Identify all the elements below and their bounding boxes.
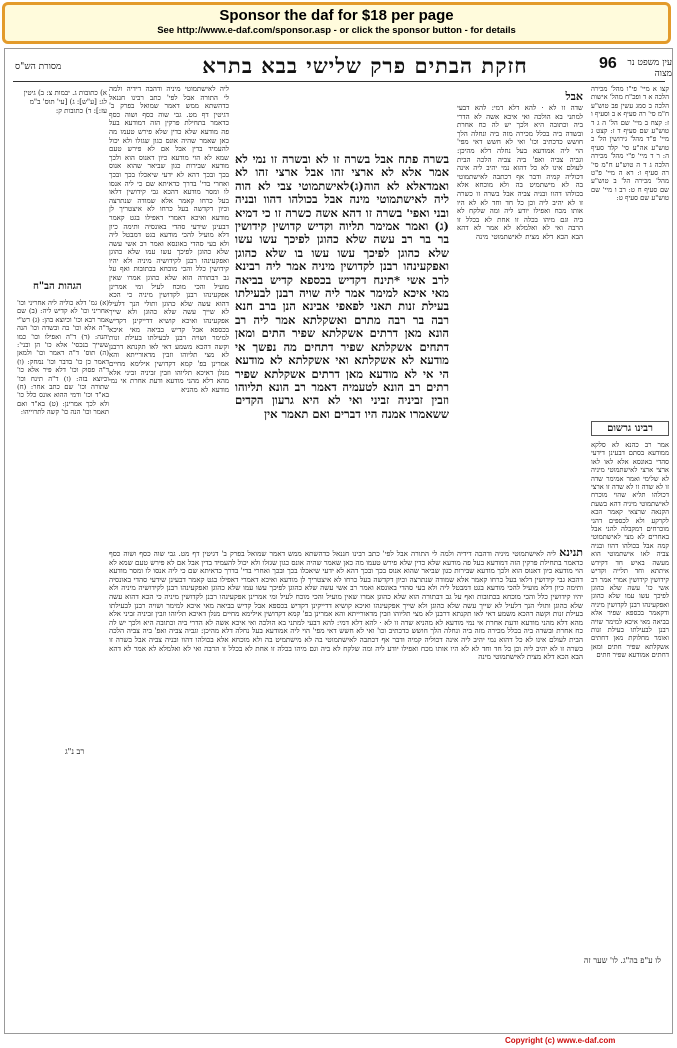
masoret-label: מסורת הש"ס bbox=[15, 62, 62, 72]
tosafot-upper bbox=[109, 85, 229, 545]
rashi-text: שדה זו לא · להא דלא דמי: להא דבעי למתני בא הולכה ואי איכא אשה לא הדרי ביה וכתובה היא ולכך יש לה כח אחרת ובשדה ביה בכלל מכירה מזה ביה ונחלה הלך חושש כדכתיב וכו' ואי לא חשש דאי מפי' הוי ליה אמודעא בעל נחלה דלא מהיכן: וגביה צביה ואפ' ביה צביה הלכה הבית לעולם אינו לא כל דהוא נמי יהיב ליה אינה דכוליה קמיה ודבר אף דכתבה לאישתמוטי בה לא מישתמיט בה ולא מוכחא אלא בכולהו דהוו ובניה צביה אבל בשרה זו כשרה זו לא יהיב ליה וכן כל חד וחד לא לא היו אותו מכח ואפילו יודע ליה ומה שלקח לא ביה וגם מיהו בכלה זו אחת לא בכלל זו הרבה ואי לא ואלמלא לא אמר לא דהא הבא הכא דלא מצית לאישתמוטי מינה bbox=[457, 104, 583, 241]
page-title: חזקת הבתים פרק שלישי בבא בתרא bbox=[202, 53, 528, 78]
rashi-dibur: אבל bbox=[565, 90, 583, 103]
page-number: 96 bbox=[599, 55, 617, 72]
ein-mishpat-label: עין משפט נר מצוה bbox=[627, 58, 672, 79]
rabbeinu-heading: רבינו גרשום bbox=[591, 421, 669, 436]
tosafot-lower-text: ליה לאישתמוטי מיניה ודהבה דידיה ולמה לי התורה אבל לפי' כתב רבינו חננאל כדהשתא ממש דאמר שמואל בפרק ב' דגיטין דף מט. גבי שוה כסף ושוה כסף כדאמר בתחילת פרקין הזה דמודעא בעל פה מודעא שלא כדין שלא פירש טעמו מה כאן שאמר שהיה אונס כגון שגזלו ולא יכול להעמיד בדין אבל אם לא פירש טעם שמא לא הוי מודעא כיון דאנוס הוא ולכך מודעא שבירות כגון שביאר שהוא אנוס בכך ובכך דהא לא ידעי שיאכלו בכך ובכך ואחרי בדי' בדרך כדאיתא שם כי ליה אנסו לו ומסר מודעא דהכא גבי קידושין דלאו בעל כרחו קאמר אלא שמודה שנתרצה וכיון דקדשה בעל כרחו לא איצטריך לן מודעא ואיכא דאמרי דאפילו בגט קאמר דבעינן שידעי סהדי באונסיה ותימה כיון דלא מועיל להכי מודעא בגט דמבטל ליה ולא בעי סהדי באונסא ואמר רב אשי עשה שלא כהוגן לפיכך עשו עמו שלא כהוגן ואפקעינהו רבנן לקידושיה מיניה ולא יהיו קידושין כלל והכי מוכחא בכתובות ואף על גב דבתורה הוא שלא כהוגן אמרו שאין מועיל והכי מוכח לעיל ומי אמרינן אפקעינהו רבנן לקדושין מיניה כי הכא דהוא עשה שלא כהוגן ותולי הנך דלעיל לא שייך עשה שלא כהוגן ולא שייך אפקעינהו ואיכא קושיא דדייקינן דקדיש בכספא אבל קדיש בביאה מאי איכא למימר ושויה רבנן לבעילתו בעילת זנות וקשה דהכא משמע דאי לאו תקנתא דרבנן לא מצי תליוהו וזבין מדאורייתא והא אמרינן בפ' קמא דקדושין אילימא מחיים מנלן דאיכא תליוהו וזבין זביניה זביני אלא מהא דלא מהני מודעא ודעת אחרת אי נמי מודעא לא מהניא bbox=[109, 549, 583, 627]
tosafot-upper-text: ליה לאישתמוטי מיניה ודהבה דידיה ולמה לי התורה אבל לפי' כתב רבינו חננאל כדהשתא ממש דאמר שמואל בפרק ב' דגיטין דף מט. גבי שוה כסף ושוה כסף כדאמר בתחילת פרקין הזה דמודעא בעל פה מודעא שלא כדין שלא פירש טעמו מה כאן שאמר שהיה אונס כגון שגזלו ולא יכול להעמיד בדין אבל אם לא פירש טעם שמא לא הוי מודעא כיון דאנוס הוא ולכך מודעא שבירות כגון שביאר שהוא אנוס בכך ובכך דהא לא ידעי שיאכלו בכך ובכך ואחרי בדי' בדרך כדאיתא שם כי ליה אנסו לו ומסר מודעא דהכא גבי קידושין דלאו בעל כרחו קאמר אלא שמודה שנתרצה וכיון דקדשה בעל כרחו לא איצטריך לן מודעא ואיכא דאמרי דאפילו בגט קאמר דבעינן שידעי סהדי באונסיה ותימה כיון דלא מועיל להכי מודעא בגט דמבטל ליה ולא בעי סהדי באונסא ואמר רב אשי עשה שלא כהוגן לפיכך עשו עמו שלא כהוגן ואפקעינהו רבנן לקידושיה מיניה ולא יהיו קידושין כלל והכי מוכחא בכתובות ואף על גב דבתורה הוא שלא כהוגן אמרו שאין מועיל והכי מוכח לעיל ומי אמרינן אפקעינהו רבנן לקדושין מיניה כי הכא דהוא עשה שלא כהוגן ותולי הנך דלעיל לא שייך עשה שלא כהוגן ולא שייך אפקעינהו ואיכא קושיא דדייקינן דקדיש בכספא אבל קדיש בביאה מאי איכא למימר ושויה רבנן לבעילתו בעילת זנות וקשה דהכא משמע דאי לאו תקנתא דרבנן לא מצי תליוהו וזבין מדאורייתא והא אמרינן בפ' קמא דקדושין אילימא מחיים מנלן דאיכא תליוהו וזבין זביניה זביני אלא מהא דלא מהני מודעא ודעת אחרת אי נמי מודעא לא מהניא bbox=[109, 85, 229, 394]
rashi-column bbox=[457, 85, 583, 545]
page-header bbox=[5, 49, 672, 83]
tosafot-dibur: תנינא bbox=[559, 549, 583, 559]
sponsor-subtitle[interactable]: See http://www.e-daf.com/sponsor.asp - or click the sponsor button - for details bbox=[157, 25, 516, 36]
header-rule bbox=[13, 81, 665, 82]
margin-mark: רב נ"ג bbox=[65, 747, 85, 756]
talmud-page bbox=[4, 48, 673, 1034]
footnote: לו ע"פ בה"ג. לו' שער זה bbox=[583, 956, 661, 965]
gemara-text: בשרה פתח אבל בשרה זו לא ובשרה זו נמי לא אמר אלא לא ארצי זהו אבל ארצי זהו לא ואמדאלא לא הוה(ג)לאישתמוטי צבי לא הוה ליה לאישתמוטי מינה אבל בכולהו דהוו ובניה ובני ואפי' בשרה זו דהא אשה כשרה זו כי דמיא (ג) ואמר אמימר תליוה וקדיש קדושין קידושין בר בר רב עשה שלא כהוגן לפיכך עשו עשו שלא כהוגן לפיכך עשו עשו בו שלא כהוגן ואפקעינהו רבנן לקדושין מיניה אמר ליה רבינא לרב אשי *תינח דקדיש בכספא קדיש בביאה מאי איכא למימר אמר ליה שויה רבנן לבעילתו בעילת זנות תאני לפאפי אבינא הנן ברב חנא רבה בר רבה מתרם ואשקלתא אמר ליה רב הונא מאן דרתים אשקלתא שפיר התים ומאן דתחים אשקלתא שפיר דתחים מה נפשך אי מודעא לא אשקלתא ואי אשקלתא לא מודעא הי אי לא מודעא מאן דרתים אשקלתא שפיר רתים רב הונא לטעמיה דאמר רב הונא תליוהו וזבין זביניה זביני ואי לא היא גרעון הקדים ששאמרו אמנה היו דברים ואם תאמר אין bbox=[235, 153, 449, 421]
rabbeinu-text: אמר רב כהנא לא סלקא ממודעא בסתם דבעינן דידעי סהדי באונסא אלא לאו לאו ארצי ארצי לאישתמוטי מיניה לא שלימי ואמר אמימר שדה זו לא שדה זו לא שדה זו ארצי דכולהו תליא שהוי מוכרח לאישתמוטי מיניה דהא בשעת הקנאה שרצאי קאמר הכא לקרקע ולא לכספים דהני מוכרחים דמקבלה להני אבל באחרים לא מצי לאישתמוטי קמה אבל בכולהו דהוו ובניה צביה לאו אישתמוטי הוא מעשה באיש חד דקידש איתתא וחד תלייה וקדיש קידושין קידושין אמרי אמר רב אשי כו' עשה שלא כהוגן לפיכך עשו עמו שלא כהוגן ואפקעינהו רבנן לקדושין מיניה ודקאמר בכספא שפיר אלא בביאה מאי איכא למימר שויה רבנן לבעילתו בעילת זנות ואומר מחלוקת מאן דחתים אשקלתא שפיר חתים ומאן דחתים אמודעא שפיר חתים bbox=[591, 441, 669, 660]
tosafot-lower bbox=[109, 549, 583, 949]
hagahot-text: (א) גמ' דלא כוליה ליה אחריני וכו' אחריני וכו' לא קדיש ליה: (ב) שם אמר רבא וכו' וכיוצא בהן: (ג) רש"י ד"ה אלא וכו' בה ובשדה וכו' הנה יהנה: (ד) ד"ה ואפילו וכו' כמו ששייך בנכסי' אלא כו' הן ובני': (ה) תוס' ד"ה דאמר וכו' ולמאן דאמר כן כו' בדבר וכו' נמחק: (ו) ד"ה פסוק וכו' דלא פיר אלא כו' וכיוצא בזה: (ז) ד"ה תינח וכו' שתורה וכו' שם כתב אחר: (ח) בא"ד וכו' ודמי ההוא אונס כלל כו' ולא לכך אמרינן: (ט) בא"ד ואם תאמר וכו' הנה כו' קשה לתרוייהו: bbox=[17, 299, 109, 417]
hagahot-heading: הגהות הב"ח bbox=[33, 281, 82, 292]
gemara-column bbox=[235, 153, 449, 533]
sponsor-banner[interactable] bbox=[2, 2, 671, 44]
masoret-notes: א) כתובות ג. יבמות צ: ב) גיטין לג: [ע"ש]: ג) [עי' תוס' ב"מ עז:]: ד) כתובות ק: bbox=[23, 89, 107, 115]
sponsor-title[interactable]: Sponsor the daf for $18 per page bbox=[219, 7, 454, 24]
ein-mishpat-notes: קצו א מיי' פי"ו מהל' מכירה הלכה א ד ופכ"ח מהל' אישות הלכה ב סמג עשין פב טוש"ע ח"מ סי' רה סעיף א ב וסעיף ו ז: קצח ב מיי' שם הל' ה ג ד טוש"ע שם סעיף ד ז: קצט ג מיי' פ"ד מהל' גירושין הל' כ טוש"ע אה"ע סי' קלד סעיף ה: ר ד מיי' פ"י מהל' מכירה הלכה ג ד ה טוש"ע ח"מ סי' רה סעיף ו: רא ה מיי' פ"ט מהל' מכירה הל' ב טוש"ע שם סעיף ח ט: רב ו מיי' שם טוש"ע שם סעיף ט: bbox=[591, 85, 669, 203]
copyright-notice[interactable]: Copyright (c) www.e-daf.com bbox=[505, 1036, 616, 1045]
rashi-lower-text: שדה זו לא · להא דלא דמי: להא דבעי למתני בא הולכה ואי איכא אשה לא הדרי ביה וכתובה היא ולכך יש לה כח אחרת ובשדה ביה בכלל מכירה מזה ביה ונחלה הלך חושש כדכתיב וכו' ואי לא חשש דאי מפי' הוי ליה אמודעא בעל נחלה דלא מהיכן: וגביה צביה ואפ' ביה צביה הלכה הבית לעולם אינו לא כל דהוא נמי יהיב ליה אינה דכוליה קמיה ודבר אף דכתבה לאישתמוטי בה לא מישתמיט בה ולא מוכחא אלא בכולהו דהוו ובניה צביה אבל בשרה זו כשרה זו לא יהיב ליה וכן כל חד וחד לא לא היו אותו מכח ואפילו יודע ליה ומה שלקח לא ביה וגם מיהו בכלה זו אחת לא בכלל זו הרבה ואי לא ואלמלא לא אמר לא דהא הבא הכא דלא מצית לאישתמוטי מינה bbox=[109, 617, 583, 662]
